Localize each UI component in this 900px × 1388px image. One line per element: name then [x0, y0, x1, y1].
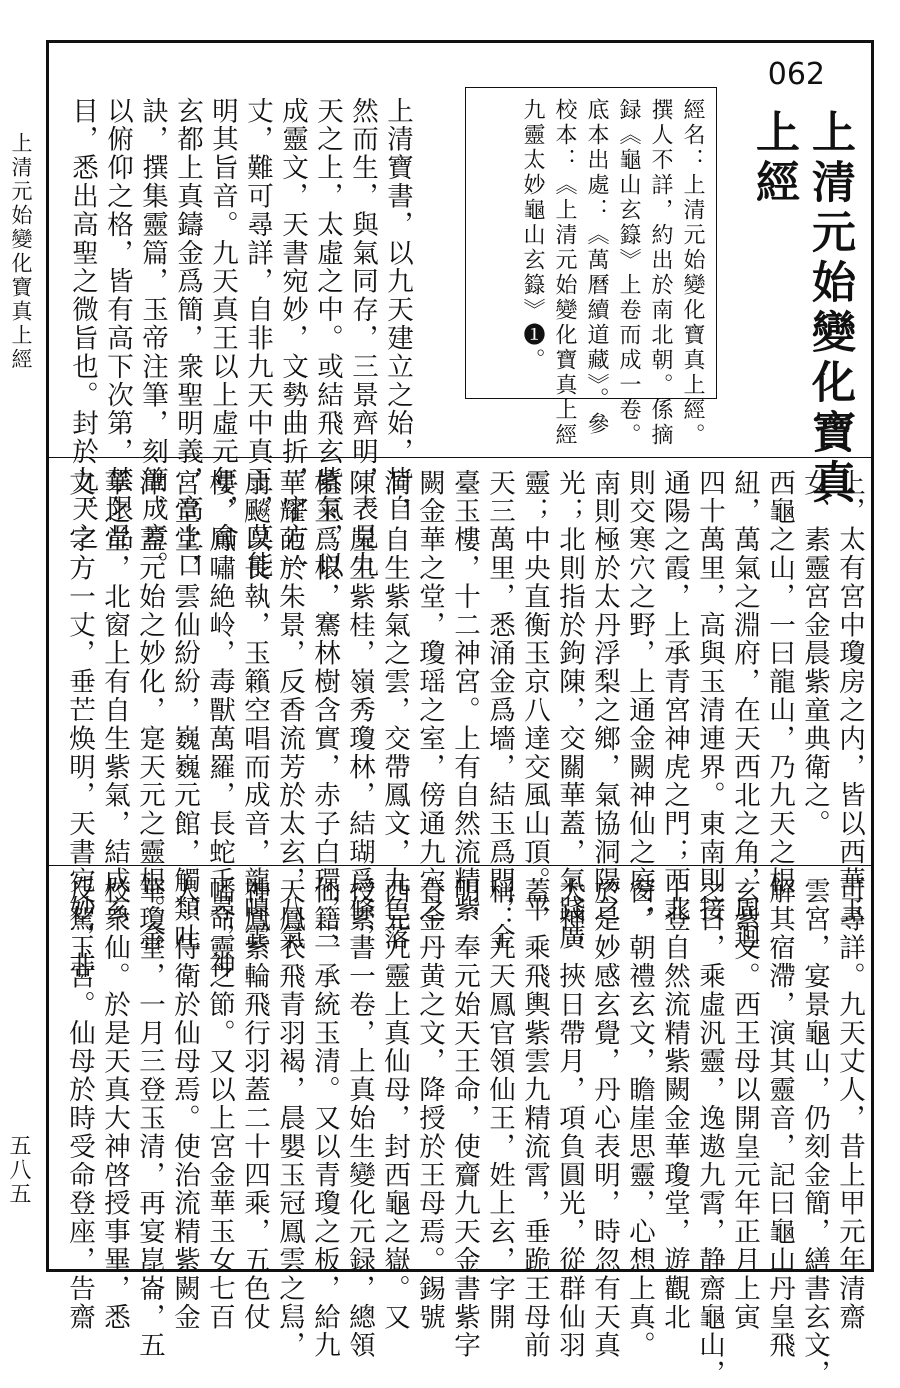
body-text-band-3	[62, 877, 867, 1388]
text-line: 臺玉樓，十二神宮。上有自然流精紫	[449, 469, 480, 924]
text-line: 上，太有宮中瓊房之内，皆以西華玉	[834, 469, 865, 924]
text-line: 宮堂堂，雲仙紛紛，巍巍元館，觸類吐	[169, 469, 200, 952]
text-line: 華瓊堂，一月三登玉清，再宴崑崙，五	[134, 877, 165, 1360]
band-middle	[49, 461, 871, 981]
text-number: 062	[767, 57, 825, 92]
text-line: 明，奉元始天王命，使齎九天金書紫字	[449, 877, 480, 1360]
text-line: 窗，朝禮玄文，瞻崖思靈，心想上真。	[624, 877, 655, 1360]
text-line: 訣，撰集靈篇，玉帝注筆，刻簡成章。	[137, 97, 168, 580]
text-line: 闕金華之堂，瓊瑶之室，傍通九穴之	[414, 469, 445, 924]
text-line: 扇飈以長執，玉籟空唱而成音，龍嘷雲	[239, 469, 270, 952]
text-line: 玄都上真鑄金爲簡，衆聖明義，高上口	[172, 97, 203, 580]
band-bottom	[49, 869, 871, 1388]
text-line: 西元九靈上真仙母，封西龜之嶽。又	[379, 877, 410, 1332]
text-line: 青金丹黄之文，降授於王母焉。錫號	[414, 877, 445, 1332]
text-line: 紐，萬氣之淵府，在天西北之角，周迴	[729, 469, 760, 952]
text-line: 仙籍，承統玉清。又以青瓊之板，給九	[309, 877, 340, 1360]
body-text-band-1	[65, 97, 415, 580]
text-line: 可尋詳。九天丈人，昔上甲元年清齋	[834, 877, 865, 1332]
title-line-2: 上經	[748, 109, 799, 209]
band-top	[49, 43, 871, 580]
divider-1	[49, 457, 871, 458]
body-text-band-2	[62, 469, 867, 981]
text-line: 女、素靈宮金晨紫童典衛之。	[799, 469, 830, 839]
text-line: 大神，挾日帶月，項負圓光，從群仙羽	[554, 877, 585, 1360]
text-line: 洞，自生紫氣之雲，交帶鳳文，九色落	[379, 469, 410, 952]
text-line: 上登自然流精紫闕金華瓊堂，遊觀北	[659, 877, 690, 1332]
info-box	[465, 87, 717, 448]
text-line: 陳。崖生紫桂，嶺秀瓊林，結瑚爲條，	[344, 469, 375, 952]
text-line: 稱：九天鳳官領仙王，姓上玄，字開	[484, 877, 515, 1332]
title-line-1: 上清元始變化寶真	[804, 109, 855, 509]
page-number: 五八五	[6, 1134, 31, 1206]
text-line: 四十萬里，高與玉清連界。東南則接	[694, 469, 725, 924]
info-line: 録《龜山玄籙》上卷而成一卷。	[616, 98, 641, 448]
text-line: 通陽之霞，上承青宮神虎之門；西北	[659, 469, 690, 924]
text-line: 文，字方一丈，垂芒焕明，天書宛妙，非	[64, 469, 95, 981]
text-line: 天鳳衣飛青羽褐，晨嬰玉冠鳳雲之舃，	[274, 877, 305, 1360]
text-line: 津，蓋元始之妙化，寔天元之靈根。金	[134, 469, 165, 952]
text-line: 玄紫文。西王母以開皇元年正月上寅	[729, 877, 760, 1332]
text-line: 天三萬里，悉涌金爲墻，結玉爲門，金	[484, 469, 515, 952]
text-line: 反駕玉宮。仙母於時受命登座，告齋	[64, 877, 95, 1332]
text-line: 蓋，乘飛輿紫雲九精流霄，垂跪王母前	[519, 877, 550, 1360]
text-line: 明其旨音。九天真王以上虛元年，命	[207, 97, 238, 552]
text-line: 植玉爲根，騫林樹含實，赤子白環，三	[309, 469, 340, 952]
running-title: 上清元始變化寶真上經	[9, 132, 33, 372]
text-line: 華之堂，北窗上有自生紫氣，結成玄	[99, 469, 130, 924]
text-line: 樓，鳳嘯絶岭，毒獸萬羅，長蛇千尋，神	[204, 469, 235, 981]
text-line: 則交寒穴之野，上通金闕神仙之庭；	[624, 469, 655, 924]
text-line: 目，悉出高聖之微旨也。封於九天之	[67, 97, 98, 552]
text-line: 成靈文，天書宛妙，文勢曲折，字方一	[277, 97, 308, 580]
text-line: 天之上，太虛之中。或結飛玄紫氣，以	[312, 97, 343, 580]
info-line: 底本出處：《萬曆續道藏》。參	[584, 98, 609, 437]
text-line: 校衆仙。於是天真大神啓授事畢，悉	[99, 877, 130, 1332]
text-line: 人，侍衛於仙母焉。使治流精紫闕金	[169, 877, 200, 1332]
divider-2	[49, 865, 871, 866]
text-line: 靈；中央直衡玉京八達交風山頂。平	[519, 469, 550, 924]
info-line: 經名：上清元始變化寶真上經。	[680, 98, 705, 448]
text-line: 以俯仰之格，皆有高下次第，禁限品	[102, 97, 133, 552]
page-frame	[46, 40, 874, 1388]
text-line: 解其宿滯，演其靈音，記曰龜山丹皇飛	[764, 877, 795, 1360]
text-line: 之日，乘虛汎靈，逸遨九霄，静齋龜山，	[694, 877, 725, 1388]
text-line: 幡命靈之節。又以上宮金華玉女七百	[204, 877, 235, 1332]
text-line: 南則極於太丹浮梨之鄉，氣協洞陽之	[589, 469, 620, 924]
info-line: 九靈太妙龜山玄籙》❶。	[520, 98, 545, 373]
text-line: 光；北則指於鉤陳，交關華蓋，氣踐廣	[554, 469, 585, 952]
text-line: 神鳳紫輪飛行羽蓋二十四乘，五色仗	[239, 877, 270, 1332]
text-line: 華耀葩於朱景，反香流芳於太玄，八氣	[274, 469, 305, 952]
text-line: 丈，難可尋詳，自非九天中真王，莫能	[242, 97, 273, 580]
text-line: 然而生，與氣同存，三景齊明，表見九	[347, 97, 378, 580]
text-line: 上清寶書，以九天建立之始，皆自	[382, 97, 413, 523]
info-line: 撰人不詳，約出於南北朝。係摘	[648, 98, 673, 448]
info-line: 校本：《上清元始變化寶真上經	[552, 98, 577, 448]
text-line: 西龜之山，一曰龍山，乃九天之根	[764, 469, 795, 895]
text-line: 授素書一卷，上真始生變化元録，總領	[344, 877, 375, 1360]
text-line: 雲宮，宴景龜山，仍刻金簡，繕書玄文，	[799, 877, 830, 1388]
text-line: 於是妙感玄覺，丹心表明，時忽有天真	[589, 877, 620, 1360]
